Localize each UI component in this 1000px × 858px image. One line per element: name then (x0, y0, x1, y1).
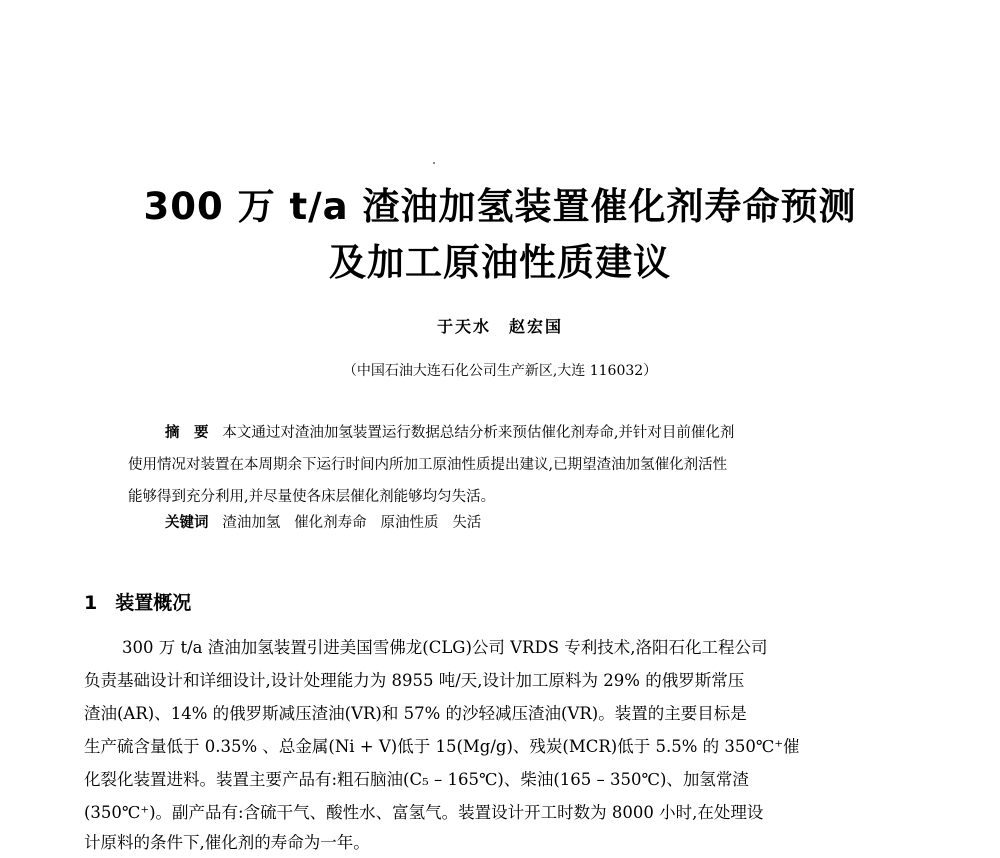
abstract-line-3: 能够得到充分利用,并尽量使各床层催化剂能够均匀失活。 (128, 489, 496, 505)
abstract-label: 摘 要 (165, 425, 209, 441)
body-line: 生产硫含量低于 0.35% 、总金属(Ni + V)低于 15(Mg/g)、残炭(MCR)低于 5.5% 的 350℃⁺催 (84, 737, 800, 756)
keyword: 原油性质 (380, 515, 439, 531)
affiliation: （中国石油大连石化公司生产新区,大连 116032） (342, 363, 658, 379)
body-line: 化裂化装置进料。装置主要产品有:粗石脑油(C₅ – 165℃)、柴油(165 – 350℃)、加氢常渣 (84, 770, 749, 789)
body-line: 300 万 t/a 渣油加氢装置引进美国雪佛龙(CLG)公司 VRDS 专利技术,洛阳石化工程公司 (122, 638, 768, 657)
paper-title-line-2: 及加工原油性质建议 (329, 241, 671, 284)
keyword: 渣油加氢 (222, 515, 281, 531)
abstract-line-2: 使用情况对装置在本周期余下运行时间内所加工原油性质提出建议,已期望渣油加氢催化剂活性 (128, 457, 728, 473)
keywords-line (165, 510, 481, 536)
abstract-text-1: 本文通过对渣油加氢装置运行数据总结分析来预估催化剂寿命,并针对目前催化剂 (222, 425, 735, 441)
abstract-line-1 (165, 420, 734, 446)
body-line: 负责基础设计和详细设计,设计处理能力为 8955 吨/天,设计加工原料为 29% 的俄罗斯常压 (84, 671, 745, 690)
keyword: 催化剂寿命 (294, 515, 367, 531)
paper-title-line-1: 300 万 t/a 渣油加氢装置催化剂寿命预测 (143, 185, 857, 228)
keywords-label: 关键词 (165, 515, 209, 531)
keyword: 失活 (452, 515, 482, 531)
section-title: 装置概况 (115, 592, 192, 614)
section-number: 1 (84, 592, 98, 614)
author-list: 于天水 赵宏国 (436, 317, 563, 336)
scan-speck (433, 162, 435, 164)
section-heading (84, 588, 191, 615)
body-line: 渣油(AR)、14% 的俄罗斯减压渣油(VR)和 57% 的沙轻减压渣油(VR)。装置的主要目标是 (84, 704, 747, 723)
body-line: (350℃⁺)。副产品有:含硫干气、酸性水、富氢气。装置设计开工时数为 8000 小时,在处理设 (84, 803, 764, 822)
body-line: 计原料的条件下,催化剂的寿命为一年。 (84, 833, 370, 852)
